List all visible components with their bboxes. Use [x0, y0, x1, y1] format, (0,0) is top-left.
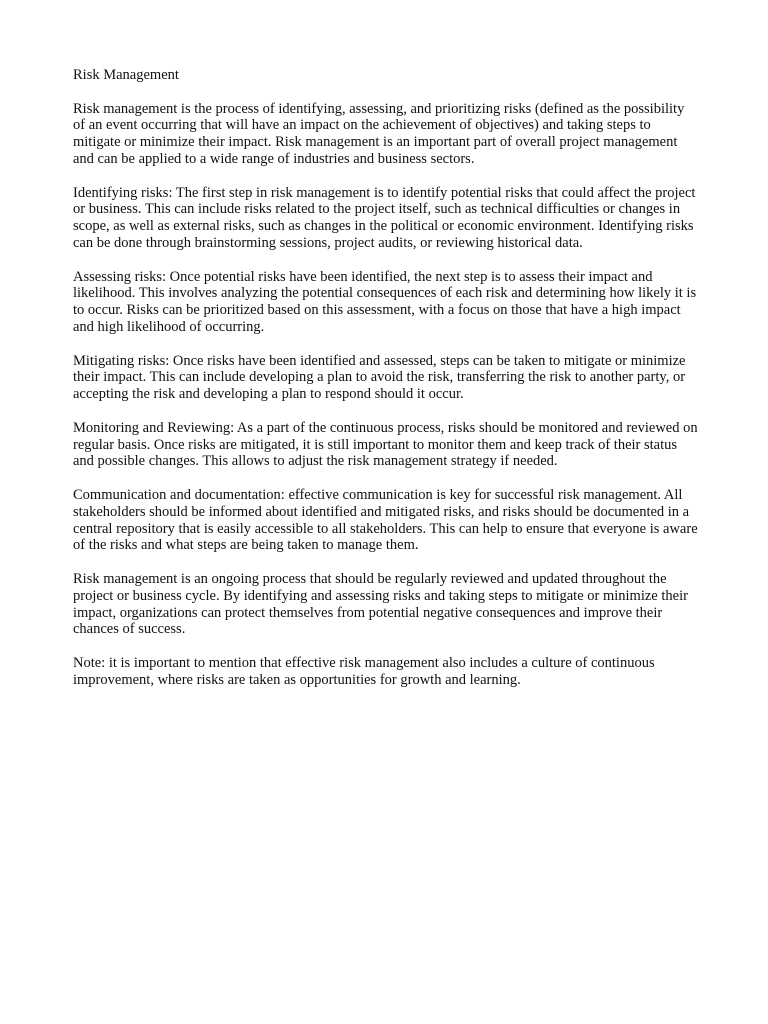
paragraph-note: Note: it is important to mention that effective risk management also includes a culture of continuous improvement, where risks are taken as opportunities for growth and learning.: [73, 654, 655, 688]
paragraph-introduction: Risk management is the process of identifying, assessing, and prioritizing risks (defined as the possibility of an event occurring that will have an impact on the achievement of objectives) and taking steps to mitigate or minimize their impact. Risk management is an important part of overall project management and can be applied to a wide range of industries and business sectors.: [73, 100, 685, 167]
paragraph-communication-documentation: Communication and documentation: effective communication is key for successful risk management. All stakeholders should be informed about identified and mitigated risks, and risks should be documented in a central repository that is easily accessible to all stakeholders. This can help to ensure that everyone is aware of the risks and what steps are being taken to manage them.: [73, 486, 698, 554]
paragraph-ongoing-process: Risk management is an ongoing process that should be regularly reviewed and updated throughout the project or business cycle. By identifying and assessing risks and taking steps to mitigate or minimize their impact, organizations can protect themselves from potential negative consequences and improve their chances of success.: [73, 570, 688, 638]
paragraph-monitoring-reviewing: Monitoring and Reviewing: As a part of the continuous process, risks should be monitored and reviewed on regular basis. Once risks are mitigated, it is still important to monitor them and keep track of their status and possible changes. This allows to adjust the risk management strategy if needed.: [73, 419, 698, 470]
paragraph-assessing-risks: Assessing risks: Once potential risks have been identified, the next step is to assess their impact and likelihood. This involves analyzing the potential consequences of each risk and determining how likely it is to occur. Risks can be prioritized based on this assessment, with a focus on those that have a high impact and high likelihood of occurring.: [73, 268, 697, 335]
paragraph-identifying-risks: Identifying risks: The first step in risk management is to identify potential risks that could affect the project or business. This can include risks related to the project itself, such as technical difficulties or changes in scope, as well as external risks, such as changes in the political or economic environment. Identifying risks can be done through brainstorming sessions, project audits, or reviewing historical data.: [73, 184, 696, 251]
paragraph-mitigating-risks: Mitigating risks: Once risks have been identified and assessed, steps can be taken to mitigate or minimize their impact. This can include developing a plan to avoid the risk, transferring the risk to another party, or accepting the risk and developing a plan to respond should it occur.: [73, 352, 686, 403]
document-title: Risk Management: [73, 67, 179, 83]
document-body: [73, 67, 698, 705]
